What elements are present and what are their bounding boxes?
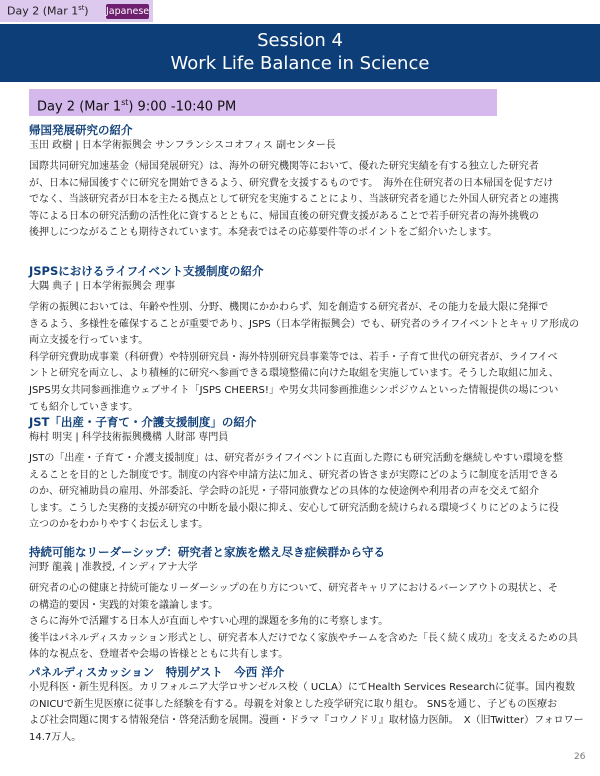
talk-abstract: JSTの「出産・子育て・介護支援制度」は、研究者がライフイベントに直面した際にも研究活動を継続しやすい環境を整 えることを目的とした制度です。制度の内容や申請方法に加え、研究者の皆さまが実際にどのように制度を活用できる のか、研究補助員の雇用、外部委託、学会時の託児・子帯同旅費などの具体的な使途例や利用者の声を交えて紹介 します。こうした実務的支援が研究の中断を最小限に抑え、安心して研究活動を続けられる環境づくりにどのように役 立つのかをわかりやすくお伝えします。 xyxy=(29,453,563,531)
talk-title: JST「出産・子育て・介護支援制度」の紹介 xyxy=(29,415,257,429)
session-banner xyxy=(0,24,600,82)
talk-speaker: 玉田 政樹 | 日本学術振興会 サンフランシスコオフィス 副センター長 xyxy=(29,140,336,151)
session-title: Work Life Balance in Science xyxy=(170,53,430,74)
talk-title: JSPSにおけるライフイベント支援制度の紹介 xyxy=(29,264,264,278)
talk-speaker: 河野 龍義 | 准教授, インディアナ大学 xyxy=(29,562,198,573)
day-tab-label: Day 2 (Mar 1st) xyxy=(7,4,89,18)
talk-section xyxy=(29,415,589,534)
talk-section xyxy=(29,545,589,664)
talk-title: 持続可能なリーダーシップ：研究者と家族を燃え尽き症候群から守る xyxy=(29,545,386,559)
guest-bio: 小児科医・新生児科医。カリフォルニア大学ロサンゼルス校（ UCLA）にてHealth Services Researchに従事。国内複数 のNICUで新生児医療に従事した経験を有する。母親を対象とした疫学研究に取り組む。 SNSを通じ、子どもの医療お よび社会問題に関する情報発信・啓発活動を展開。漫画・ドラマ『コウノドリ』取材協力医師。 X（旧Twitter）フォロワー 14.7万人。 xyxy=(29,682,584,743)
talk-abstract: 学術の振興においては、年齢や性別、分野、機関にかかわらず、知を創造する研究者が、その能力を最大限に発揮で きるよう、多様性を確保することが重要であり、JSPS（日本学術振興会）でも、研究者のライフイベントとキャリア形成の 両立支援を行っています。 科学研究費助成事業（科研費）や特別研究員・海外特別研究員事業等では、若手・子育て世代の研究者が、ライフイベ ントと研究を両立し、より積極的に研究へ参画できる環境整備に向けた取組を実施しています。そうした取組に加え、 JSPS男女共同参画推進ウェブサイト「JSPS CHEERS!」や男女共同参画推進シンポジウムといった情報提供の場につい ても紹介していきます。 xyxy=(29,302,580,413)
session-number: Session 4 xyxy=(257,30,343,51)
talk-abstract: 国際共同研究加速基金（帰国発展研究）は、海外の研究機関等において、優れた研究実績を有する独立した研究者 が、日本に帰国後すぐに研究を開始できるよう、研究費を支援するものです。 海外在住研究者の日本帰国を促すだけ でなく、当該研究者が日本を主たる拠点として研究を実施することにより、当該研究者を通じた外国人研究者との連携 等による日本の研究活動の活性化に資するとともに、帰国直後の研究費支援があることで若手研究者の海外挑戦の 後押しにつながることも期待されています。本発表ではその応募要件等のポイントをご紹介いたします。 xyxy=(29,161,559,239)
panel-section xyxy=(29,665,589,746)
talk-speaker: 梅村 明実 | 科学技術振興機構 人財部 専門員 xyxy=(29,432,229,443)
session-time-bar: Day 2 (Mar 1st) 9:00 -10:40 PM xyxy=(29,89,497,116)
talk-section xyxy=(29,264,589,416)
page-number: 26 xyxy=(574,752,586,762)
talk-abstract: 研究者の心の健康と持続可能なリーダーシップの在り方について、研究者キャリアにおけるバーンアウトの現状と、そ の構造的要因・実践的対策を議論します。 さらに海外で活躍する日本人が直面しやすい心理的課題を多角的に考察します。 後半はパネルディスカッション形式とし、研究者本人だけでなく家族やチームを含めた「長く続く成功」を支えるための具 体的な視点を、登壇者や会場の皆様とともに共有します。 xyxy=(29,583,578,661)
language-badge: Japanese xyxy=(106,6,150,17)
talk-section xyxy=(29,123,589,242)
talk-speaker: 大隅 典子 | 日本学術振興会 理事 xyxy=(29,281,176,292)
talk-title: 帰国発展研究の紹介 xyxy=(29,123,133,137)
panel-title: パネルディスカッション 特別ゲスト 今西 洋介 xyxy=(29,665,285,679)
day-tab xyxy=(0,0,153,22)
